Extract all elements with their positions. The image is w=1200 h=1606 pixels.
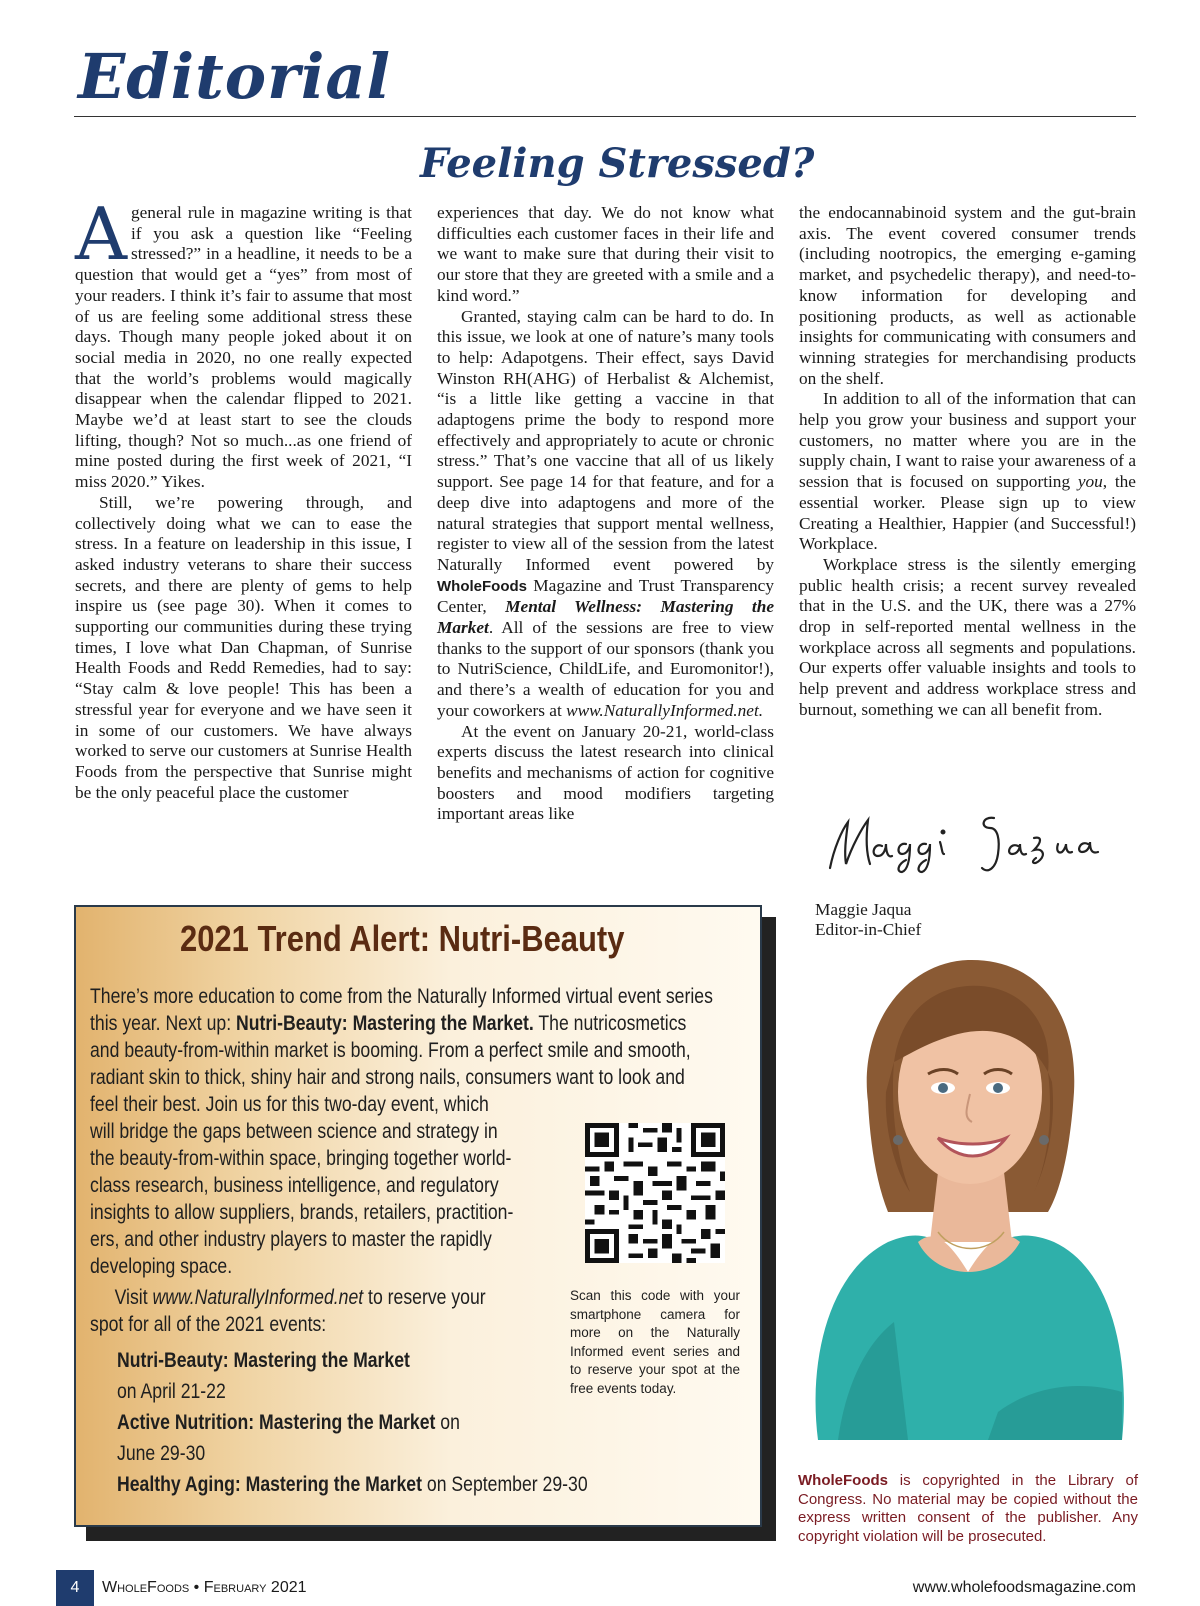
intro-line: insights to allow suppliers, brands, retailers, practition- (90, 1200, 514, 1224)
event-item (117, 1469, 588, 1500)
event-date: June 29-30 (117, 1441, 206, 1465)
event-website-link[interactable]: www.NaturallyInformed.net (152, 1285, 364, 1309)
footer-date: February 2021 (203, 1579, 307, 1596)
qr-caption: Scan this code with your smartphone camera for more on the Naturally Informed event series and to reserve your spot at the free events today. (570, 1288, 740, 1396)
paragraph-text: general rule in magazine writing is that if you ask a question like “Feeling stressed?” in a headline, it needs to be a question that would get a “yes” from most of your readers. I think it’s fair to assume that most of us are feeling some additional stress these days. Though many people joked about it on social media in 2020, no one really expected that the world’s problems would magically disappear when the calendar flipped to 2021. Maybe we’d at least start to see the clouds lifting, though? Not so much...as one friend of mine posted during the first week of 2021, “I miss 2020.” Yikes. (75, 203, 412, 492)
paragraph-text: . All of the sessions are free to view thanks to the support of our sponsors (thank you to NutriScience, ChildLife, and Euromonitor!), and there’s a wealth of education for you and your coworkers at (437, 618, 774, 720)
article-column-2 (437, 203, 774, 825)
visit-line: spot for all of the 2021 events: (90, 1312, 327, 1336)
intro-line: ers, and other industry players to master the rapidly (90, 1227, 492, 1251)
footer-separator: • (189, 1579, 204, 1596)
editor-name: Maggie Jaqua (815, 900, 912, 919)
article-paragraph: the endocannabinoid system and the gut-brain axis. The event covered consumer trends (including nootropics, the emerging e-gaming market, and psychedelic therapy), and need-to-know information for developing and positioning products, as well as actionable insights for communicating with consumers and winning strategies for merchandising products on the shelf. (799, 203, 1136, 388)
page-number: 4 (56, 1570, 94, 1606)
intro-line: the beauty-from-within space, bringing together world- (90, 1146, 512, 1170)
copyright-text: is copyrighted in the Library of Congress. No material may be copied without the express written consent of the publisher. Any copyright violation will be prosecuted. (798, 1472, 1138, 1545)
editor-photo (798, 942, 1136, 1440)
editor-signature (822, 808, 1122, 878)
intro-line: and beauty-from-within market is booming. From a perfect smile and smooth, (90, 1038, 691, 1062)
visit-line (90, 1284, 486, 1311)
emphasis-you: you (1077, 472, 1103, 492)
intro-line: will bridge the gaps between science and strategy in (90, 1119, 498, 1143)
footer-website-link[interactable]: www.wholefoodsmagazine.com (912, 1579, 1136, 1596)
article-column-3 (799, 203, 1136, 721)
paragraph-text: , the essential worker. Please sign up to view Creating a Healthier, Happier (and Successful!) Workplace. (799, 472, 1136, 554)
intro-text: The nutricosmetics (533, 1011, 687, 1035)
intro-line: radiant skin to thick, shiny hair and strong nails, consumers want to look and (90, 1065, 685, 1089)
intro-line: There’s more education to come from the Naturally Informed virtual event series (90, 984, 713, 1008)
article-paragraph (799, 389, 1136, 555)
trend-alert-title: 2021 Trend Alert: Nutri-Beauty (180, 918, 625, 959)
footer-issue (102, 1579, 307, 1597)
website-link[interactable]: www.NaturallyInformed.net. (566, 700, 764, 720)
article-paragraph: experiences that day. We do not know what difficulties each customer faces in their life and we want to make sure that during their visit to our store that they are greeted with a smile and a kind word.” (437, 203, 774, 305)
drop-cap: A (75, 192, 127, 276)
event-item (117, 1345, 588, 1376)
intro-line (90, 1010, 713, 1037)
visit-text: to reserve your (363, 1285, 486, 1309)
paragraph-text: In addition to all of the information that can help you grow your business and support your customers, no matter where you are in the supply chain, I want to raise your awareness of a session that is focused on supporting (799, 389, 1136, 492)
event-date: on April 21-22 (117, 1379, 226, 1403)
article-column-1 (75, 192, 412, 803)
masthead-rule (74, 116, 1136, 117)
event-item (117, 1407, 588, 1438)
editor-title: Editor-in-Chief (815, 920, 922, 939)
qr-code[interactable] (585, 1123, 725, 1263)
article-paragraph: Still, we’re powering through, and collectively doing what we can to ease the stress. In a feature on leadership in this issue, I asked industry veterans to share their success secrets, and there are plenty of gems to help inspire us (see page 30). When it comes to supporting our communities during these trying times, I love what Dan Chapman, of Sunrise Health Foods and Redd Remedies, had to say: “Stay calm & love people! This has been a stressful year for everyone and we have seen it in some of our customers. We have always worked to serve our customers at Sunrise Health Foods from the perspective that Sunrise might be the only peaceful place the customer (75, 492, 412, 802)
event-date: on September 29-30 (421, 1472, 588, 1496)
intro-text: this year. Next up: (90, 1011, 237, 1035)
brand-name: WholeFoods (437, 577, 527, 595)
masthead-title: Editorial (78, 40, 392, 113)
visit-text: Visit (114, 1285, 153, 1309)
intro-line: feel their best. Join us for this two-day event, which (90, 1092, 489, 1116)
event-name: Mental Wellness: Mastering the Market (437, 597, 774, 638)
paragraph-text: Magazine and Trust Transparency Center, (437, 575, 774, 617)
event-title: Nutri-Beauty: Mastering the Market (117, 1348, 410, 1372)
event-title: Active Nutrition: Mastering the Market (117, 1410, 436, 1434)
copyright-brand: WholeFoods (798, 1472, 888, 1489)
paragraph-text: Granted, staying calm can be hard to do. In this issue, we look at one of nature’s many tools to help: Adapotgens. Their effect, says David Winston RH(AHG) of Herbalist & Alchemist, “is a little like getting a vaccine in that adaptogens prime the body to respond more effectively and appropriately to acute or chronic stress.” That’s one vaccine that all of us likely support. See page 14 for that feature, and for a deep dive into adaptogens and more of the natural strategies that support mental wellness, register to view all of the session from the latest Naturally Informed event powered by (437, 306, 774, 574)
intro-line: developing space. (90, 1254, 233, 1278)
article-paragraph (437, 307, 774, 722)
article-paragraph (75, 192, 412, 493)
event-date: on (435, 1410, 460, 1434)
article-paragraph: At the event on January 20-21, world-class experts discuss the latest research into clinical benefits and mechanisms of action for cognitive boosters and mood modifiers targeting important areas like (437, 721, 774, 824)
copyright-notice (798, 1472, 1138, 1546)
trend-alert-visit (90, 1284, 486, 1338)
article-headline: Feeling Stressed? (420, 140, 815, 187)
intro-line: class research, business intelligence, and regulatory (90, 1173, 499, 1197)
next-event-name: Nutri-Beauty: Mastering the Market. (236, 1011, 534, 1035)
article-paragraph: Workplace stress is the silently emerging public health crisis; a recent survey revealed that in the U.S. and the UK, there was a 27% drop in self-reported mental wellness in the workplace across all segments and populations. Our experts offer valuable insights and tools to help prevent and address workplace stress and burnout, something we can all benefit from. (799, 554, 1136, 719)
footer-brand: WholeFoods (102, 1579, 190, 1596)
event-title: Healthy Aging: Mastering the Market (117, 1472, 422, 1496)
event-list (117, 1345, 588, 1500)
